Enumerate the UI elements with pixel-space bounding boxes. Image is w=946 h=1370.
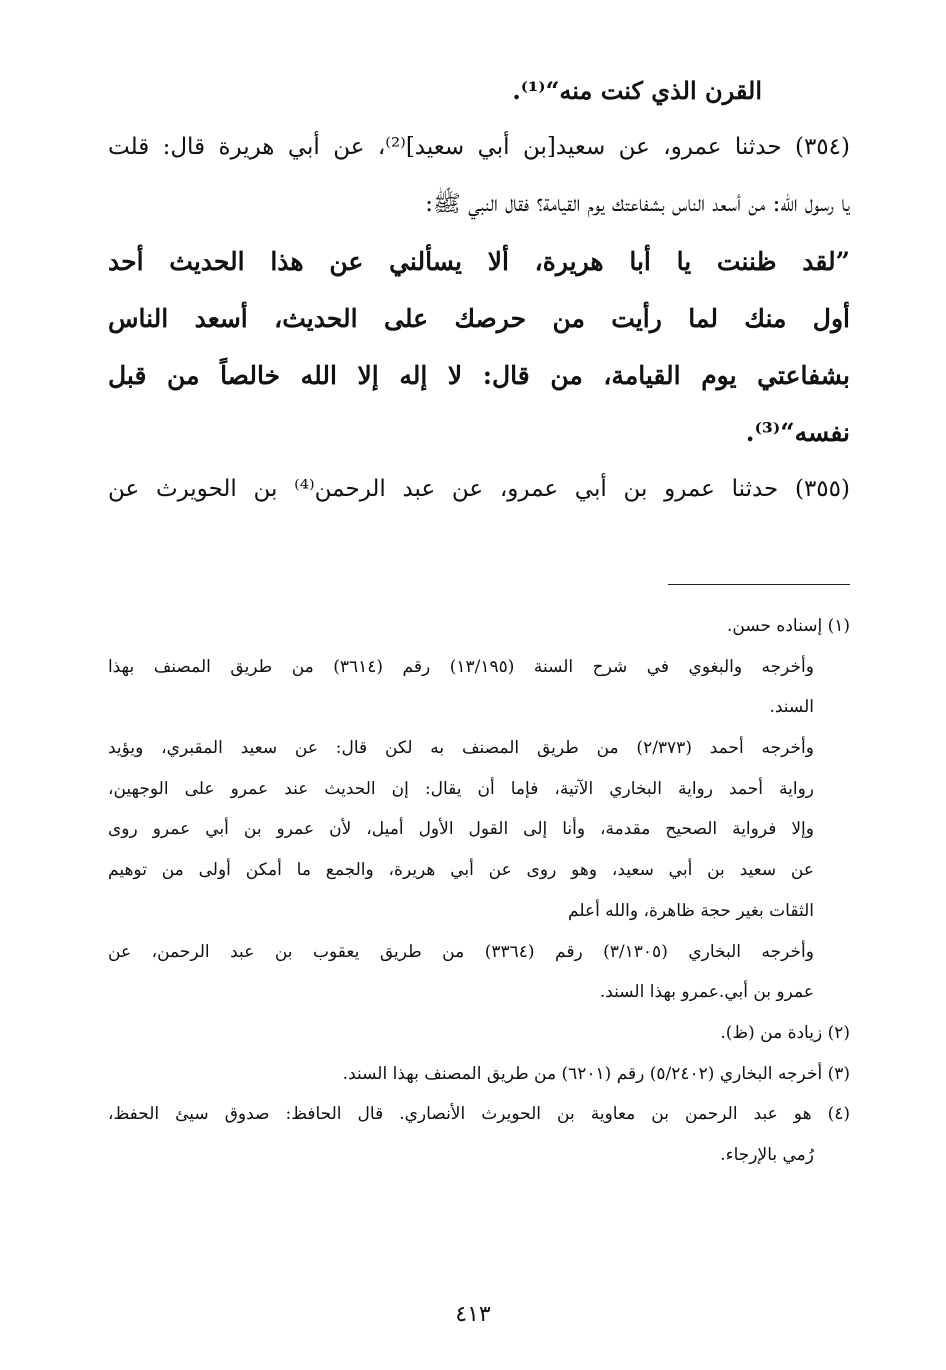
footnote-1-line: عن سعيد بن أبي سعيد، وهو روى عن أبي هريرة، والجمع ما أمكن أولى من توهيم (108, 860, 814, 881)
footnote-1-line: وأخرجه البخاري (٣/١٣٠٥) رقم (٣٣٦٤) من طريق يعقوب بن عبد الرحمن، عن (108, 941, 814, 962)
footnote-separator (668, 584, 850, 585)
footnote-1-line: وأخرجه والبغوي في شرح السنة (١٣/١٩٥) رقم (٣٦١٤) من طريق المصنف بهذا (108, 656, 814, 677)
footnote-1-line: الثقات بغير حجة ظاهرة، والله أعلم (568, 900, 814, 921)
text-line-hadith-355-start: (٣٥٥) حدثنا عمرو بن أبي عمرو، عن عبد الرحمن⁽⁴⁾ بن الحويرث عن (108, 476, 850, 502)
text-line-quote-1: ”لقد ظننت يا أبا هريرة، ألا يسألني عن هذا الحديث أحد (108, 247, 850, 276)
page-number: ٤١٣ (455, 1302, 491, 1327)
footnotes (108, 606, 850, 1176)
footnote-1-line: وإلا فرواية الصحيح مقدمة، وأنا إلى القول الأول أميل، لأن عمرو بن أبي عمرو روى (108, 819, 814, 840)
text-line-question: يا رسول الله: من أسعد الناس بشفاعتك يوم القيامة؟ فقال النبي ﷺ: (425, 191, 850, 217)
text-line-hadith-end: القرن الذي كنت منه“⁽¹⁾. (512, 76, 762, 105)
text-line-quote-3: بشفاعتي يوم القيامة، من قال: لا إله إلا الله خالصاً من قبل (108, 361, 850, 390)
footnote-1-line: السند. (769, 697, 814, 718)
footnote-3: (٣) أخرجه البخاري (٥/٢٤٠٢) رقم (٦٢٠١) من طريق المصنف بهذا السند. (342, 1063, 850, 1084)
footnote-4-line: رُمي بالإرجاء. (720, 1144, 814, 1165)
footnote-1: (١) إسناده حسن. (727, 616, 850, 636)
footnote-1-line: عمرو بن أبي.عمرو بهذا السند. (599, 982, 814, 1003)
footnote-4: (٤) هو عبد الرحمن بن معاوية بن الحويرث الأنصاري. قال الحافظ: صدوق سيئ الحفظ، (108, 1104, 850, 1125)
footnote-2: (٢) زيادة من (ظ). (720, 1022, 850, 1043)
footnote-1-line: رواية أحمد رواية البخاري الآتية، فإما أن يقال: إن الحديث عند عمرو على الوجهين، (108, 778, 814, 799)
text-line-quote-end: نفسه“⁽³⁾. (745, 418, 850, 447)
footnote-1-line: وأخرجه أحمد (٢/٣٧٣) من طريق المصنف به لكن قال: عن سعيد المقبري، ويؤيد (108, 738, 814, 759)
text-line-hadith-354-start: (٣٥٤) حدثنا عمرو، عن سعيد[بن أبي سعيد]⁽²⁾، عن أبي هريرة قال: قلت (108, 134, 850, 160)
main-text (108, 62, 850, 518)
text-line-quote-2: أول منك لما رأيت من حرصك على الحديث، أسعد الناس (108, 304, 850, 333)
